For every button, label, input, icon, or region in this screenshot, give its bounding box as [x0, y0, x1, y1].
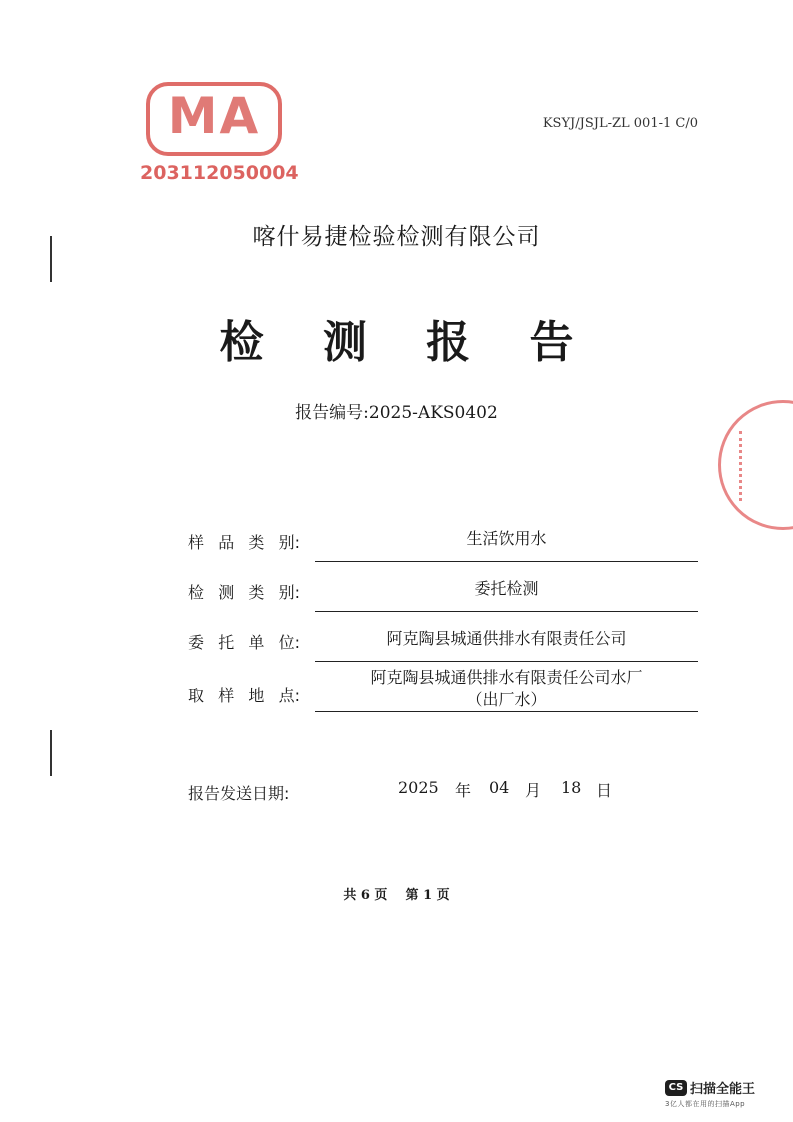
report-number-value: 2025-AKS0402 — [368, 403, 498, 423]
issue-date-month: 04 — [489, 778, 510, 797]
issue-date-day: 18 — [561, 778, 582, 797]
field-value-test-type: 委托检测 — [474, 579, 539, 598]
sampling-location-line-1: 阿克陶县城通供排水有限责任公司水厂 — [370, 668, 643, 687]
report-number — [0, 398, 793, 423]
page-info — [0, 884, 793, 903]
issue-date-year: 2025 — [398, 778, 439, 797]
issue-date-label: 报告发送日期: — [188, 784, 290, 803]
report-number-label: 报告编号: — [295, 403, 369, 423]
page-current: 第 1 页 — [405, 888, 450, 903]
scanner-tagline: 3亿人都在用的扫描App — [665, 1100, 746, 1108]
field-underline — [315, 561, 698, 562]
binding-mark-top — [50, 236, 52, 282]
cma-seal — [140, 78, 299, 190]
field-value-sample-type: 生活饮用水 — [466, 529, 547, 548]
field-underline — [315, 611, 698, 612]
scanner-app-name: 扫描全能王 — [690, 1082, 756, 1097]
field-label-sampling-location: 取 样 地 点: — [188, 686, 300, 705]
field-label-test-type: 检 测 类 别: — [188, 583, 300, 602]
field-underline — [315, 661, 698, 662]
field-label-client: 委 托 单 位: — [188, 633, 300, 652]
field-value-sampling-location — [315, 667, 698, 711]
issue-date-day-unit: 日 — [596, 781, 613, 800]
report-title: 检 测 报 告 — [219, 317, 596, 368]
issue-date-year-unit: 年 — [455, 781, 472, 800]
company-name: 喀什易捷检验检测有限公司 — [252, 224, 541, 250]
sampling-location-line-2: （出厂水） — [466, 690, 547, 709]
field-value-client: 阿克陶县城通供排水有限责任公司 — [386, 629, 627, 648]
binding-mark-bottom — [50, 730, 52, 776]
field-label-sample-type: 样 品 类 别: — [188, 533, 300, 552]
field-underline — [315, 711, 698, 712]
cma-seal-number: 203112050004 — [140, 162, 299, 184]
document-code: KSYJ/JSJL-ZL 001-1 C/0 — [542, 116, 698, 131]
issue-date-month-unit: 月 — [525, 781, 542, 800]
scanner-logo-icon: CS — [665, 1080, 687, 1096]
page-total: 共 6 页 — [343, 888, 388, 903]
cma-seal-letters: MA — [167, 87, 261, 145]
scanner-watermark — [665, 1077, 775, 1109]
edge-stamp-script — [739, 431, 782, 501]
